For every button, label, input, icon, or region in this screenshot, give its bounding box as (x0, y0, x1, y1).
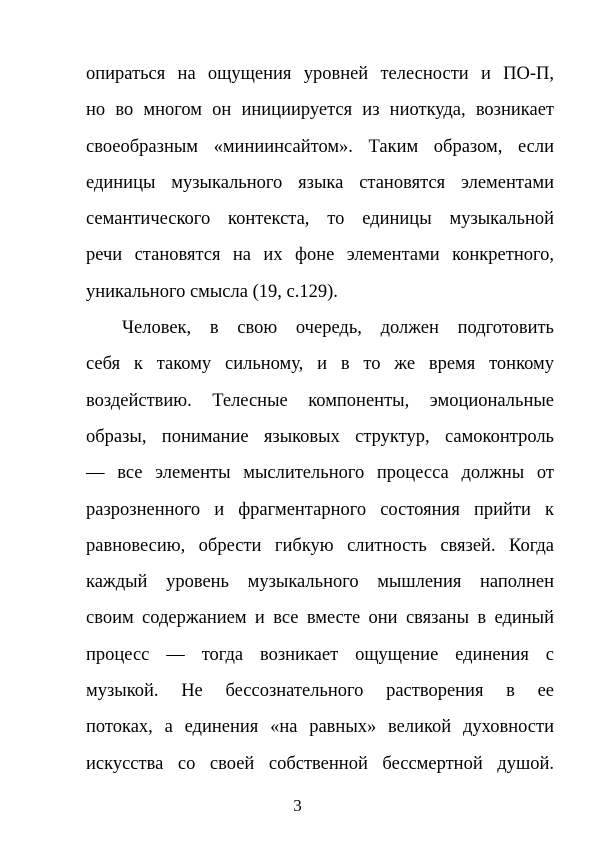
text-line: воздействию. Телесные компоненты, эмоциональные (86, 390, 554, 411)
text-line: потоках, а единения «на равных» великой духовности (86, 717, 554, 738)
page-number: 3 (293, 796, 302, 815)
text-line: семантического контекста, то единицы музыкальной (86, 209, 554, 230)
text-line: равновесию, обрести гибкую слитность связей. Когда (86, 535, 554, 556)
text-line: разрозненного и фрагментарного состояния прийти к (86, 499, 554, 520)
text-line: уникального смысла (19, с.129). (86, 281, 338, 302)
body-text (86, 56, 554, 782)
text-line: — все элементы мыслительного процесса должны от (86, 463, 554, 484)
text-line: искусства со своей собственной бессмертной душой. (86, 753, 554, 774)
text-line: своеобразным «миниинсайтом». Таким образом, если (86, 136, 554, 157)
text-line: своим содержанием и все вместе они связаны в единый (86, 608, 554, 629)
text-line: Человек, в свою очередь, должен подготовить (122, 318, 554, 339)
text-line: образы, понимание языковых структур, самоконтроль (86, 426, 554, 447)
text-line: единицы музыкального языка становятся элементами (86, 172, 554, 193)
text-line: музыкой. Не бессознательного растворения в ее (86, 681, 554, 702)
text-line: процесс — тогда возникает ощущение единения с (86, 644, 554, 665)
text-line: речи становятся на их фоне элементами конкретного, (86, 245, 554, 266)
text-line: себя к такому сильному, и в то же время тонкому (86, 354, 554, 375)
text-line: но во многом он инициируется из ниоткуда, возникает (86, 100, 554, 121)
text-line: опираться на ощущения уровней телесности и ПО-П, (86, 64, 554, 84)
text-line: каждый уровень музыкального мышления наполнен (86, 572, 554, 593)
